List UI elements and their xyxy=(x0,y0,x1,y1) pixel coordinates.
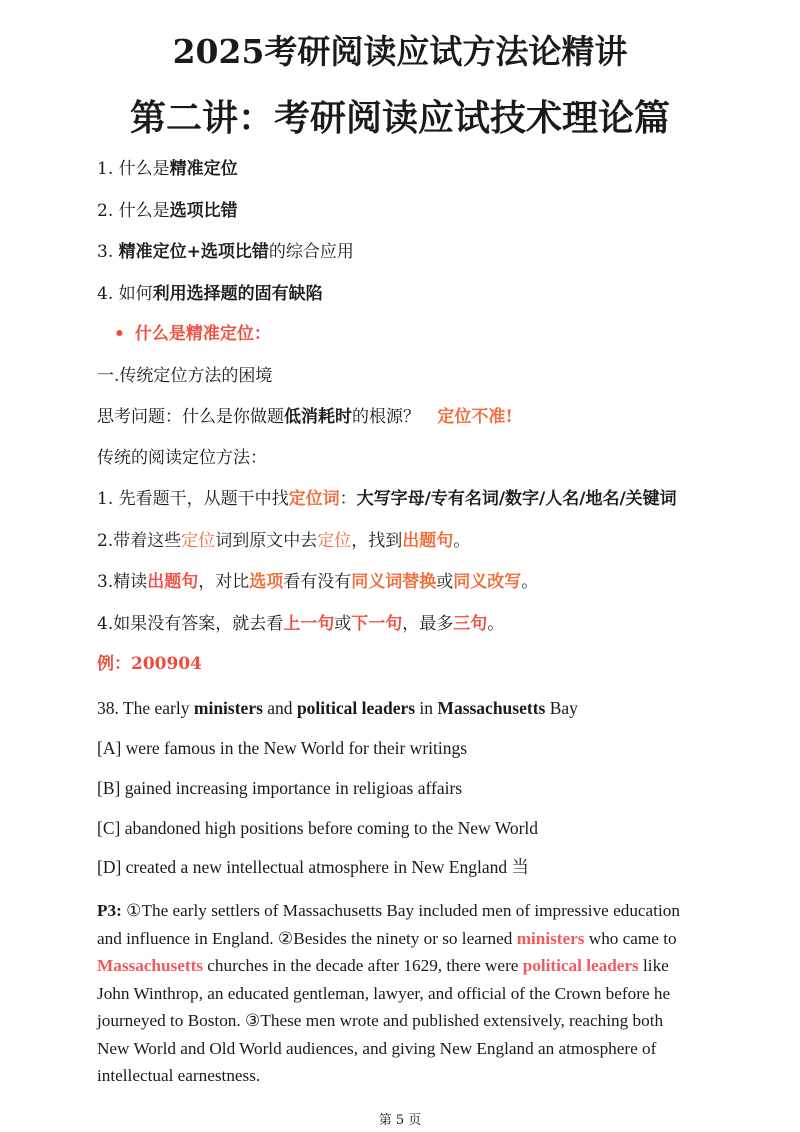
passage-line: John Winthrop, an educated gentleman, lawyer, and official of the Crown before he xyxy=(97,983,671,1003)
thinking-question: 思考问题：什么是你做题低消耗时的根源？ 定位不准! xyxy=(97,407,513,427)
outline-item-3: 3. 精准定位+选项比错的综合应用 xyxy=(97,242,354,262)
option-a: [A] were famous in the New World for their writings xyxy=(97,738,468,758)
option-c: [C] abandoned high positions before coming to the New World xyxy=(97,818,539,838)
methods-intro: 传统的阅读定位方法： xyxy=(97,448,267,468)
outline-item-4: 4. 如何利用选择题的固有缺陷 xyxy=(97,284,323,304)
bullet-icon: • xyxy=(114,324,125,344)
method-2: 2.带着这些定位词到原文中去定位，找到出题句。 xyxy=(97,531,471,551)
option-b: [B] gained increasing importance in religioas affairs xyxy=(97,778,463,798)
lecture-subtitle: 第二讲：考研阅读应试技术理论篇 xyxy=(129,97,670,139)
option-d: [D] created a new intellectual atmosphere in New England 当 xyxy=(97,857,529,877)
page-number: 第 5 页 xyxy=(378,1113,422,1128)
method-3: 3.精读出题句，对比选项看有没有同义词替换或同义改写。 xyxy=(97,572,539,592)
passage-line: journeyed to Boston. ③These men wrote and published extensively, reaching both xyxy=(97,1011,664,1030)
outline-item-1: 1. 什么是精准定位 xyxy=(97,159,238,179)
passage-line: intellectual earnestness. xyxy=(97,1066,261,1085)
document-title: 2025考研阅读应试方法论精讲 xyxy=(172,32,628,71)
outline-item-2: 2. 什么是选项比错 xyxy=(97,201,238,221)
passage-line: Massachusetts churches in the decade after 1629, there were political leaders like xyxy=(97,956,669,975)
passage-line: New World and Old World audiences, and giving New England an atmosphere of xyxy=(97,1038,657,1058)
passage-line: and influence in England. ②Besides the ninety or so learned ministers who came to xyxy=(97,928,677,948)
passage-paragraph xyxy=(97,897,747,1090)
passage-line: P3: ①The early settlers of Massachusetts Bay included men of impressive education xyxy=(97,901,680,920)
method-4: 4.如果没有答案，就去看上一句或下一句，最多三句。 xyxy=(97,614,505,634)
sub-heading: 一.传统定位方法的困境 xyxy=(97,366,273,386)
section-heading: • 什么是精准定位： xyxy=(114,324,271,344)
question-stem: 38. The early ministers and political leaders in Massachusetts Bay xyxy=(97,698,578,718)
example-label: 例：200904 xyxy=(97,654,202,674)
method-1: 1. 先看题干，从题干中找定位词：大写字母/专有名词/数字/人名/地名/关键词 xyxy=(97,489,677,509)
